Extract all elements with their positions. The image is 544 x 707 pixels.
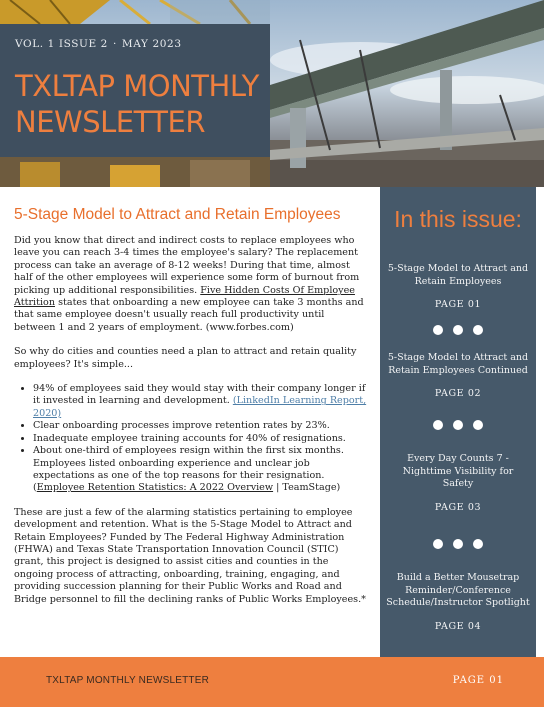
circle-dot-icon <box>473 539 483 549</box>
bullet-4-tail: | TeamStage) <box>273 482 341 494</box>
toc-item-page: PAGE 04 <box>434 620 482 632</box>
circle-dot-icon <box>473 420 483 430</box>
p1-text: Did you know that direct and indirect costs to replace employees who leave you can reach 3-4 times the employee's salary? The replacement process can take an average of 8-12 weeks! During that time, almost half of the other employees will experience some form of burnout from picking up additional responsibilities. <box>14 235 360 296</box>
linkedin-report-link[interactable]: (LinkedIn Learning Report, 2020) <box>33 395 367 419</box>
separator-dots <box>380 320 536 332</box>
list-item <box>33 420 368 432</box>
article-paragraph-1 <box>14 235 368 334</box>
attrition-link[interactable]: Attrition <box>14 297 56 309</box>
circle-dot-icon <box>453 539 463 549</box>
list-item <box>33 433 368 445</box>
newsletter-title-line2: NEWSLETTER <box>15 105 205 139</box>
toc-item-2[interactable] <box>386 352 530 401</box>
circle-dot-icon <box>433 325 443 335</box>
bullet-1-text: 94% of employees said they would stay with their company longer if it invested in learning and development. <box>33 383 366 407</box>
issue-line <box>15 38 182 50</box>
toc-item-title: 5-Stage Model to Attract and Retain Employees <box>387 263 529 287</box>
bullet-4-text: About one-third of employees resign within the first six months. Employees listed onboarding experience and unclear job expectations as one of the top reasons for their resignation. ( <box>33 445 344 494</box>
retention-statistics-link[interactable]: Employee Retention Statistics: A 2022 Overview <box>36 482 274 494</box>
separator-dots <box>380 415 536 427</box>
circle-dot-icon <box>433 539 443 549</box>
toc-item-page: PAGE 02 <box>434 388 482 400</box>
toc-item-title: Build a Better Mousetrap Reminder/Conference Schedule/Instructor Spotlight <box>386 572 530 609</box>
toc-item-4[interactable] <box>386 572 530 633</box>
issue-volume: VOL. 1 ISSUE 2 <box>15 38 108 50</box>
hidden-costs-link[interactable]: Five Hidden Costs Of Employee <box>200 284 355 296</box>
toc-item-3[interactable] <box>386 453 530 514</box>
footer-newsletter-name: TXLTAP MONTHLY NEWSLETTER <box>46 675 209 686</box>
toc-item-page: PAGE 03 <box>434 501 482 513</box>
circle-dot-icon <box>473 325 483 335</box>
issue-date: MAY 2023 <box>121 38 182 50</box>
page-footer <box>0 657 544 707</box>
toc-item-title: 5-Stage Model to Attract and Retain Employees Continued <box>387 352 529 376</box>
circle-dot-icon <box>453 420 463 430</box>
sidebar-heading: In this issue: <box>394 206 522 232</box>
newsletter-title <box>15 68 270 140</box>
list-item <box>33 445 368 495</box>
hero-banner <box>0 0 544 187</box>
p1-text-2: states that onboarding a new employee can take 3 months and that same employee doesn't usually reach full productivity until between 1 and 2 years of employment. (www.forbes.com) <box>14 297 364 333</box>
article-paragraph-2: So why do cities and counties need a plan to attract and retain quality employees? It's simple... <box>14 346 357 370</box>
bullet-2-text: Clear onboarding processes improve retention rates by 23%. <box>33 420 330 432</box>
article-paragraph-3: These are just a few of the alarming statistics pertaining to employee development and retention. What is the 5-Stage Model to Attract and Retain Employees? Funded by The Federal Highway Administration (FHWA) and Texas State Transportation Innovation Council (STIC) grant, this project is designed to assist cities and counties in the ongoing process of attracting, onboarding, training, engaging, and providing succession planning for their Public Works and Road and Bridge personnel to fill the declining ranks of Public Works Employees.* <box>14 506 366 605</box>
toc-item-1[interactable] <box>386 263 530 312</box>
toc-item-page: PAGE 01 <box>434 299 482 311</box>
newsletter-title-line1: TXLTAP MONTHLY <box>15 69 259 103</box>
in-this-issue-sidebar <box>380 187 536 657</box>
footer-page-number: PAGE 01 <box>452 675 504 686</box>
circle-dot-icon <box>433 420 443 430</box>
masthead-box <box>0 24 270 157</box>
separator-dots <box>380 534 536 546</box>
article-title: 5-Stage Model to Attract and Retain Employees <box>14 206 341 223</box>
statistics-list <box>14 383 368 495</box>
toc-item-title: Every Day Counts 7 - Nighttime Visibility for Safety <box>402 453 514 490</box>
list-item <box>33 383 368 420</box>
circle-dot-icon <box>453 325 463 335</box>
main-article <box>14 205 368 618</box>
bullet-3-text: Inadequate employee training accounts for 40% of resignations. <box>33 432 346 444</box>
issue-separator: · <box>112 38 117 50</box>
